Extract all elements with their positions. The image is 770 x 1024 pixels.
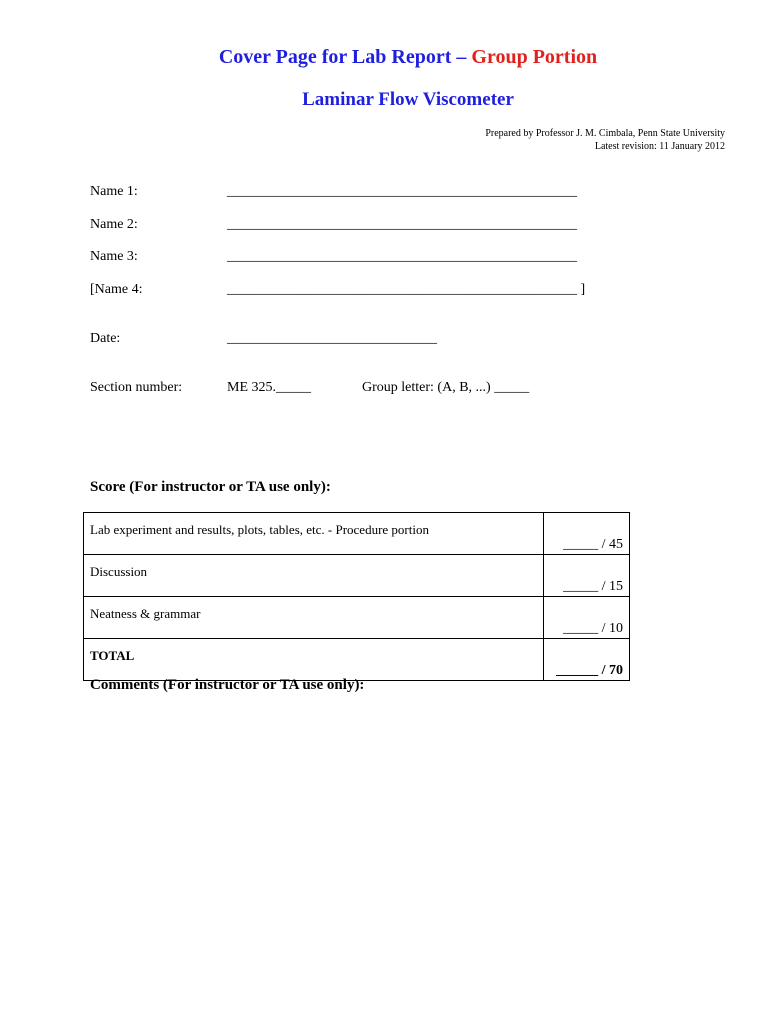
- prepared-by: Prepared by Professor J. M. Cimbala, Penn State University: [485, 128, 725, 139]
- date-label: Date:: [90, 331, 121, 346]
- date-field[interactable]: ______________________________: [227, 331, 437, 346]
- table-row: [84, 513, 630, 555]
- score-table: [83, 512, 630, 681]
- group-letter-field[interactable]: Group letter: (A, B, ...) _____: [362, 380, 530, 395]
- revision-date: Latest revision: 11 January 2012: [594, 141, 725, 152]
- score-row-label: Neatness & grammar: [84, 597, 544, 639]
- name3-field[interactable]: __________________________________________________: [227, 249, 577, 264]
- page-subtitle: Laminar Flow Viscometer: [302, 89, 514, 110]
- table-row: [84, 555, 630, 597]
- score-row-points[interactable]: _____ / 10: [544, 597, 630, 639]
- name2-label: Name 2:: [90, 217, 138, 232]
- author-block: [485, 127, 725, 153]
- score-row-label: Discussion: [84, 555, 544, 597]
- name2-field[interactable]: __________________________________________________: [227, 217, 577, 232]
- score-heading: Score (For instructor or TA use only):: [90, 479, 331, 495]
- title-main: Cover Page for Lab Report –: [218, 46, 467, 68]
- name4-label: [Name 4:: [90, 282, 143, 297]
- score-row-points[interactable]: _____ / 15: [544, 555, 630, 597]
- section-label: Section number:: [90, 380, 183, 395]
- name4-field[interactable]: __________________________________________________ ]: [227, 282, 586, 297]
- name1-label: Name 1:: [90, 184, 138, 199]
- table-row-total: [84, 639, 630, 681]
- score-total-points[interactable]: ______ / 70: [544, 639, 630, 681]
- score-total-label: TOTAL: [84, 639, 544, 681]
- comments-heading: Comments (For instructor or TA use only):: [90, 677, 365, 693]
- section-number-field[interactable]: ME 325._____: [227, 380, 311, 395]
- title-group-portion: Group Portion: [471, 46, 598, 68]
- page-title: [0, 46, 770, 69]
- score-row-points[interactable]: _____ / 45: [544, 513, 630, 555]
- score-row-label: Lab experiment and results, plots, tables, etc. - Procedure portion: [84, 513, 544, 555]
- name3-label: Name 3:: [90, 249, 138, 264]
- name1-field[interactable]: __________________________________________________: [227, 184, 577, 199]
- table-row: [84, 597, 630, 639]
